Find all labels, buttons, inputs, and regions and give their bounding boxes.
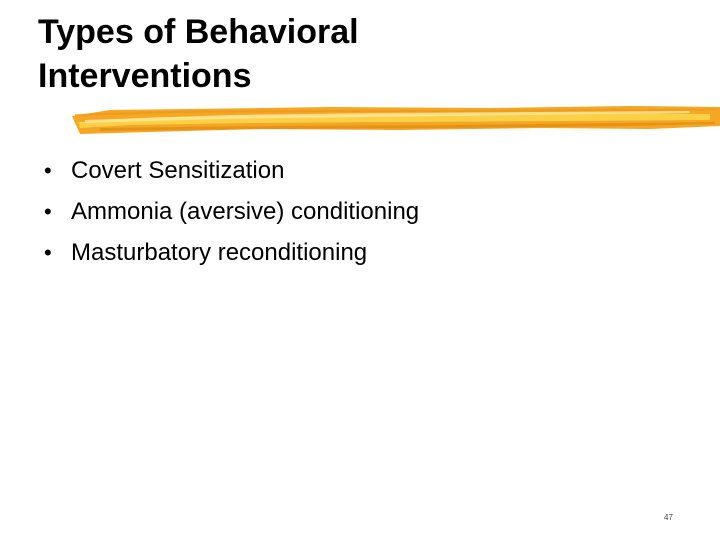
bullet-item: [44, 191, 419, 232]
bullet-item: [44, 232, 419, 273]
bullet-list: [44, 150, 419, 273]
bullet-text: Masturbatory reconditioning: [71, 239, 368, 266]
bullet-dot: •: [44, 240, 52, 265]
bullet-text: Covert Sensitization: [71, 157, 285, 184]
slide-title-line-1: Types of Behavioral: [38, 13, 359, 51]
slide-title-line-2: Interventions: [38, 57, 252, 95]
page-number: 47: [664, 513, 673, 522]
bullet-dot: •: [44, 158, 52, 183]
bullet-text: Ammonia (aversive) conditioning: [71, 198, 420, 225]
bullet-dot: •: [44, 199, 52, 224]
brush-stroke-icon: [70, 102, 720, 136]
slide-title: [38, 10, 359, 98]
bullet-item: [44, 150, 419, 191]
